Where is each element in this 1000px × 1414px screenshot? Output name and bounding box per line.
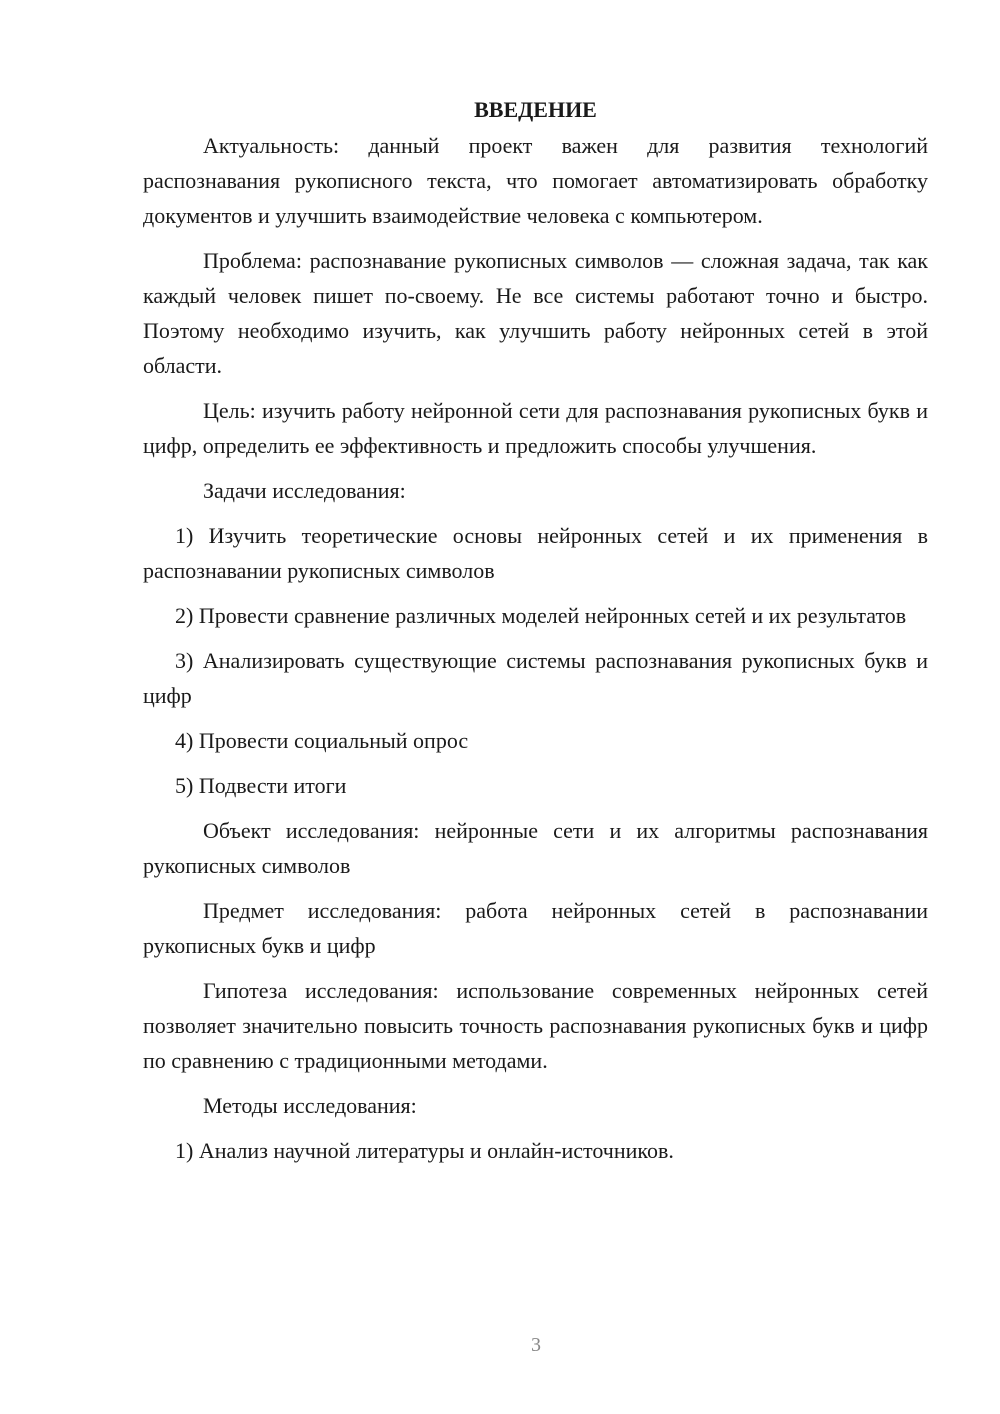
relevance-paragraph: Актуальность: данный проект важен для развития технологий распознавания рукописного текста, что помогает автоматизировать обработку документов и улучшить взаимодействие человека с компьютером.	[143, 133, 928, 228]
hypothesis-paragraph: Гипотеза исследования: использование современных нейронных сетей позволяет значительно повысить точность распознавания рукописных букв и цифр по сравнению с традиционными методами.	[143, 978, 928, 1073]
subject-paragraph: Предмет исследования: работа нейронных сетей в распознавании рукописных букв и цифр	[143, 898, 928, 958]
page-number: 3	[531, 1334, 541, 1356]
task-item-3: 3) Анализировать существующие системы распознавания рукописных букв и цифр	[143, 648, 928, 708]
task-item-4: 4) Провести социальный опрос	[175, 728, 469, 753]
method-item-1: 1) Анализ научной литературы и онлайн-источников.	[175, 1138, 674, 1163]
methods-heading: Методы исследования:	[203, 1093, 417, 1118]
page-content	[143, 92, 928, 1178]
task-item-1: 1) Изучить теоретические основы нейронных сетей и их применения в распознавании рукописных символов	[143, 523, 928, 583]
task-item-5: 5) Подвести итоги	[175, 773, 347, 798]
task-item-2: 2) Провести сравнение различных моделей нейронных сетей и их результатов	[175, 603, 907, 628]
goal-paragraph: Цель: изучить работу нейронной сети для распознавания рукописных букв и цифр, определить ее эффективность и предложить способы улучшения.	[143, 398, 928, 458]
problem-paragraph: Проблема: распознавание рукописных символов — сложная задача, так как каждый человек пишет по-своему. Не все системы работают точно и быстро. Поэтому необходимо изучить, как улучшить работу нейронных сетей в этой области.	[143, 248, 928, 378]
tasks-heading: Задачи исследования:	[203, 478, 406, 503]
page-title: ВВЕДЕНИЕ	[474, 97, 597, 122]
object-paragraph: Объект исследования: нейронные сети и их алгоритмы распознавания рукописных символов	[143, 818, 928, 878]
